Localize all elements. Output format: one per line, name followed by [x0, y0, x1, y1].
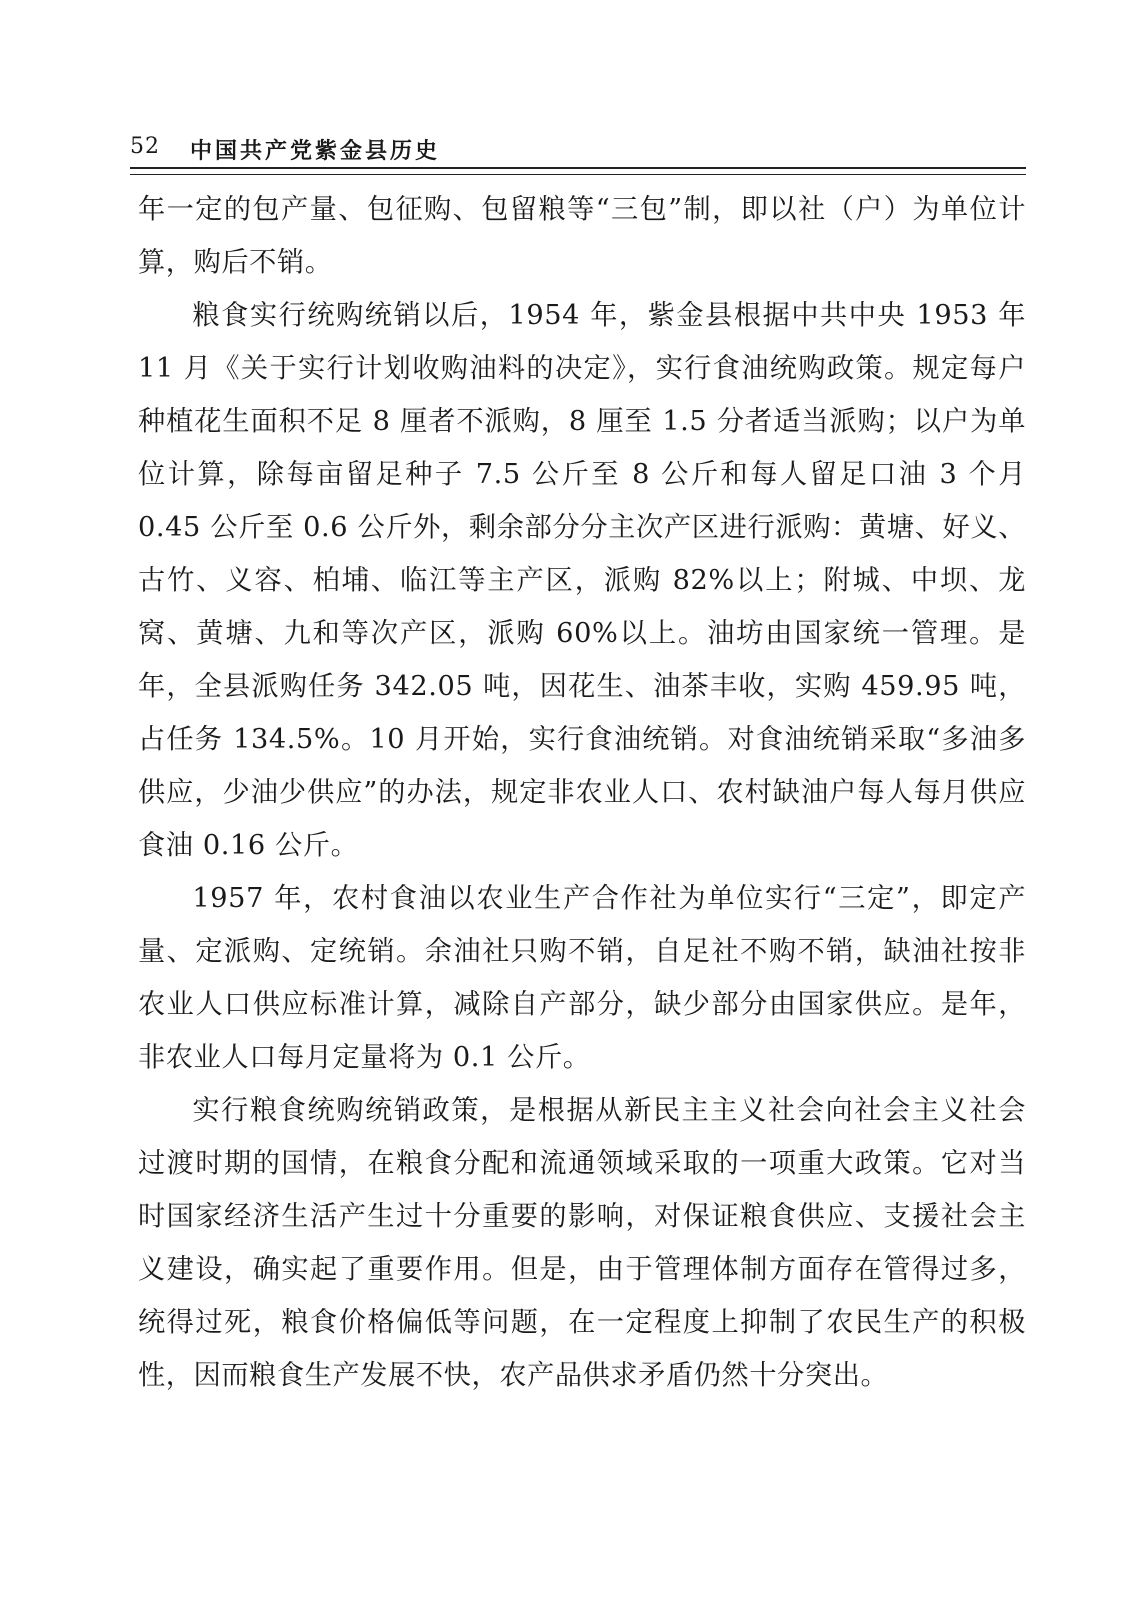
paragraph-1957-three-fixed: 1957 年，农村食油以农业生产合作社为单位实行“三定”，即定产量、定派购、定统销。余油社只购不销，自足社不购不销，缺油社按非农业人口供应标准计算，减除自产部分，缺少部分由国家供应。是年，非农业人口每月定量将为 0.1 公斤。	[138, 883, 1026, 1073]
paragraph-oil-procurement: 粮食实行统购统销以后，1954 年，紫金县根据中共中央 1953 年 11 月《关于实行计划收购油料的决定》，实行食油统购政策。规定每户种植花生面积不足 8 厘者不派购，8 厘至 1.5 分者适当派购；以户为单位计算，除每亩留足种子 7.5 公斤至 8 公斤和每人留足口油 3 个月 0.45 公斤至 0.6 公斤外，剩余部分分主次产区进行派购：黄塘、好义、古竹、义容、柏埔、临江等主产区，派购 82%以上；附城、中坝、龙窝、黄塘、九和等次产区，派购 60%以上。油坊由国家统一管理。是年，全县派购任务 342.05 吨，因花生、油茶丰收，实购 459.95 吨，占任务 134.5%。10 月开始，实行食油统销。对食油统销采取“多油多供应，少油少供应”的办法，规定非农业人口、农村缺油户每人每月供应食油 0.16 公斤。	[138, 300, 1026, 861]
header-rule-thick	[130, 167, 1026, 169]
paragraph-policy-assessment: 实行粮食统购统销政策，是根据从新民主主义社会向社会主义社会过渡时期的国情，在粮食分配和流通领域采取的一项重大政策。它对当时国家经济生活产生过十分重要的影响，对保证粮食供应、支援社会主义建设，确实起了重要作用。但是，由于管理体制方面存在管得过多，统得过死，粮食价格偏低等问题，在一定程度上抑制了农民生产的积极性，因而粮食生产发展不快，农产品供求矛盾仍然十分突出。	[138, 1095, 1026, 1391]
page-number: 52	[130, 134, 160, 159]
header-rule-thin	[130, 174, 1026, 175]
running-title: 中国共产党紫金县历史	[190, 138, 441, 164]
paragraph-continued: 年一定的包产量、包征购、包留粮等“三包”制，即以社（户）为单位计算，购后不销。	[138, 194, 1026, 278]
body-text	[138, 183, 1026, 1402]
page-header	[130, 132, 1026, 166]
